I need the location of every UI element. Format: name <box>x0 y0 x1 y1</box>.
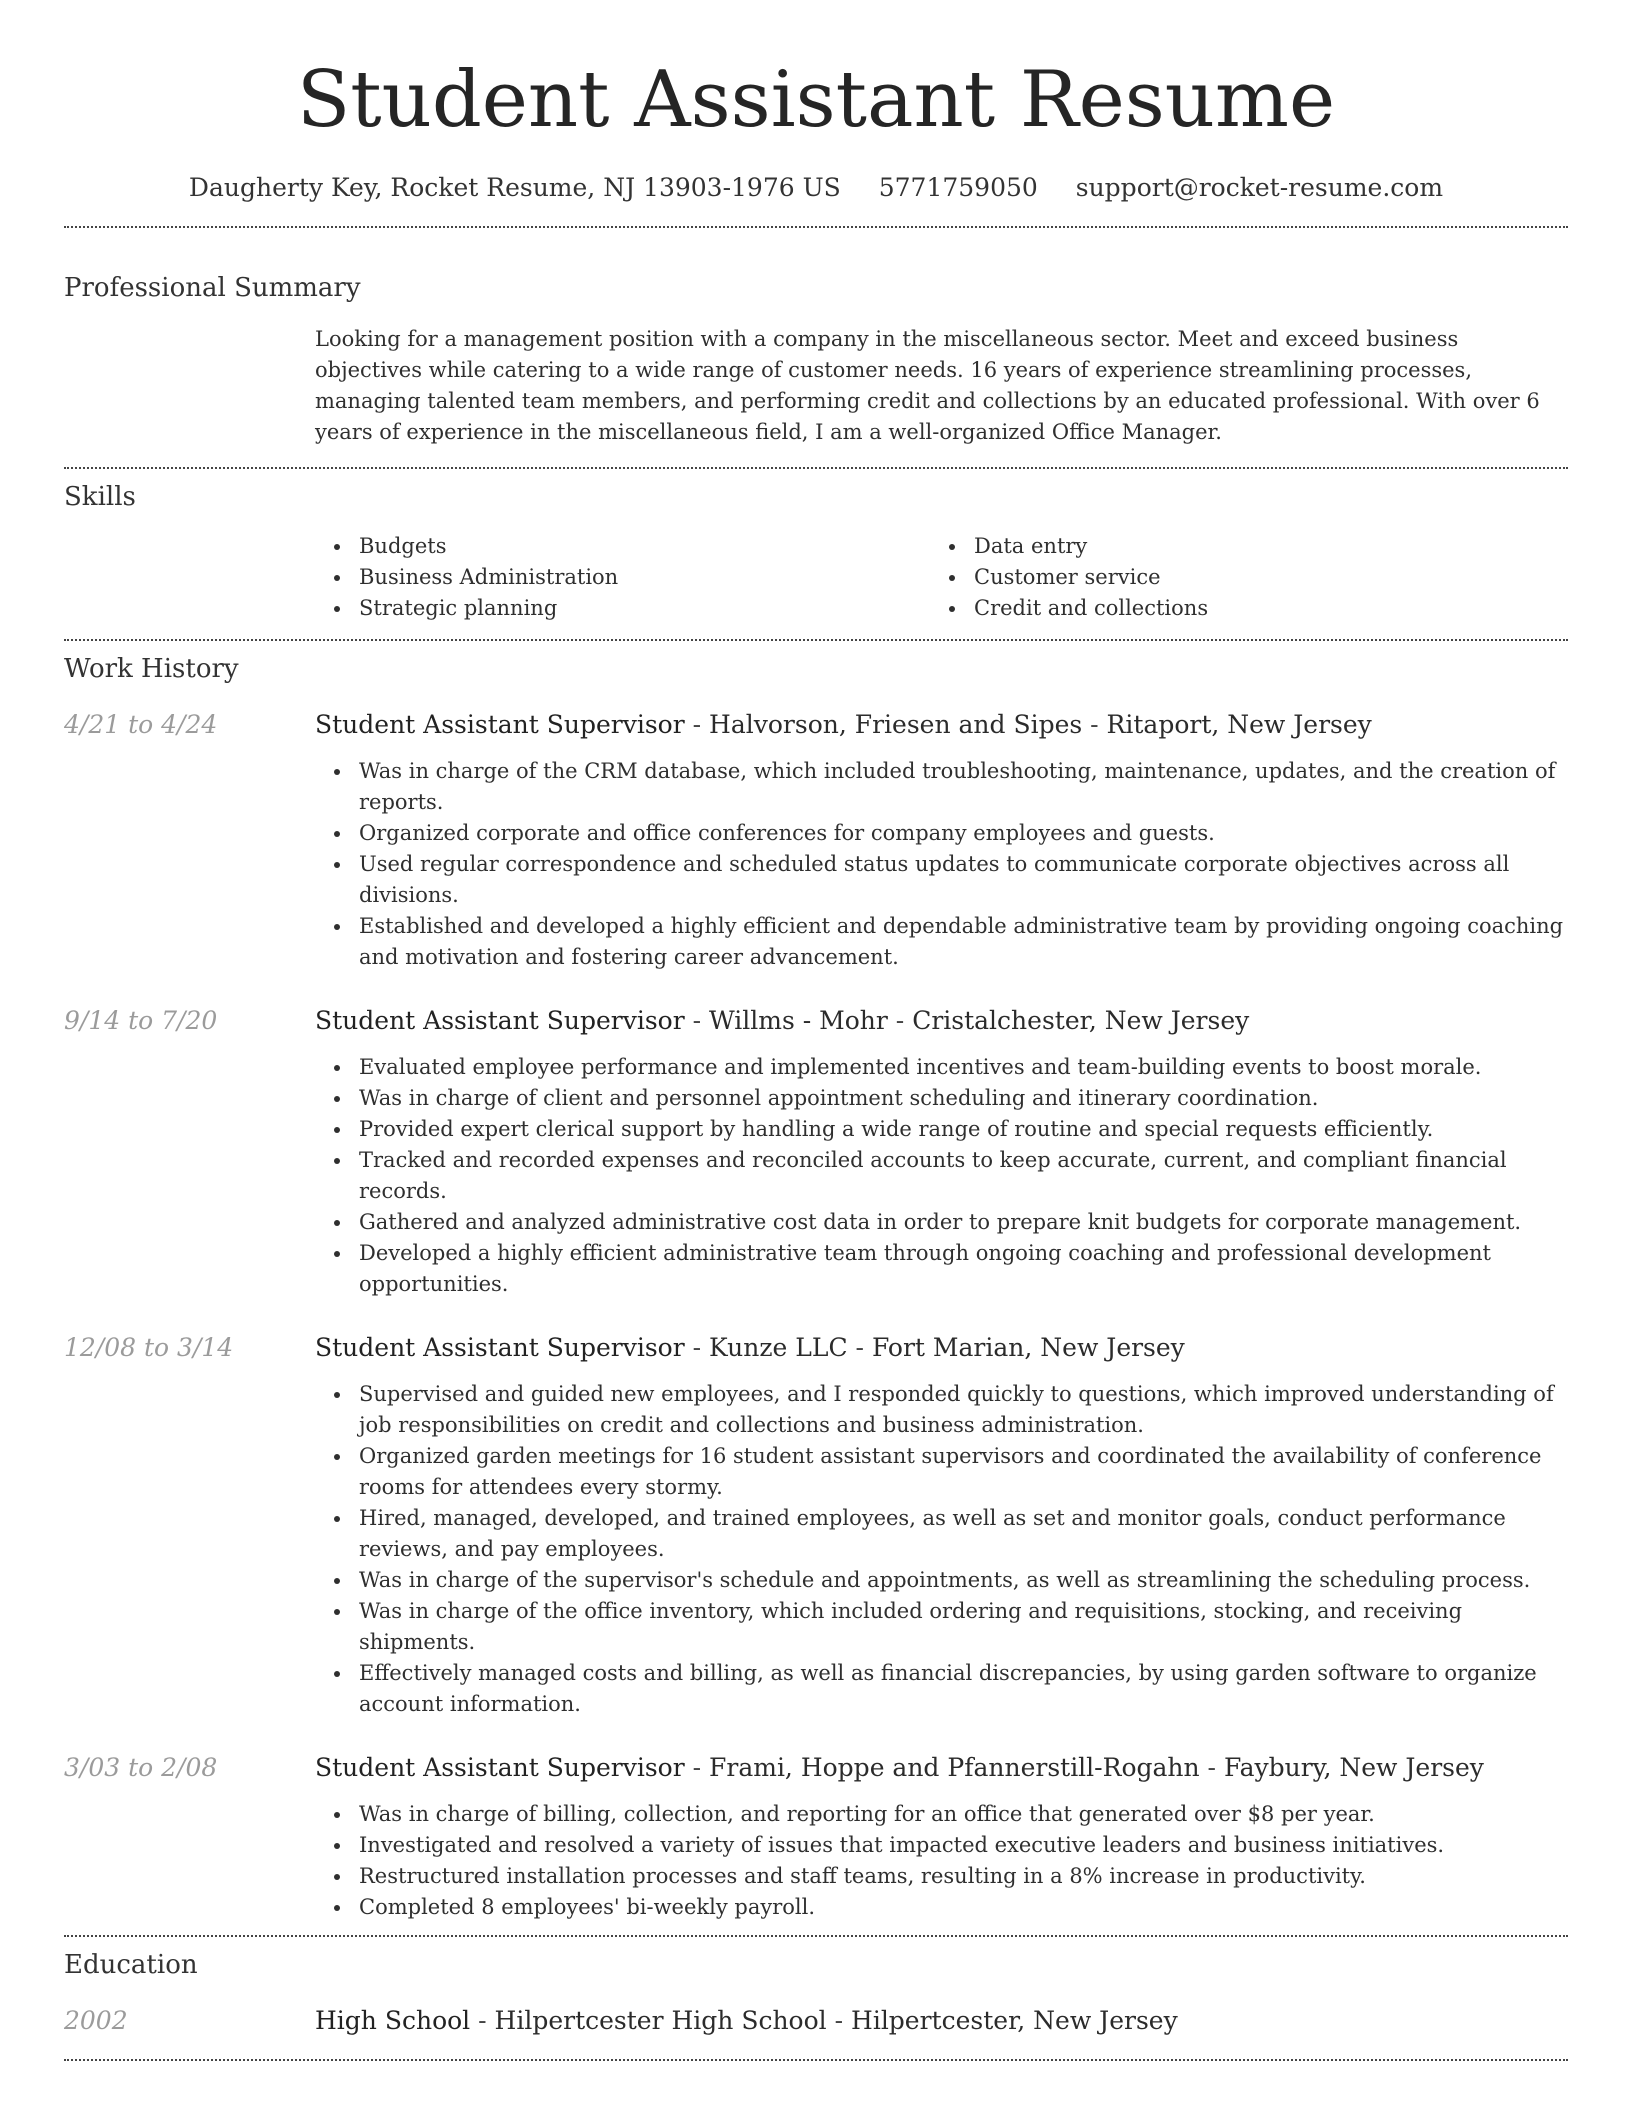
job-duty: Evaluated employee performance and implemented incentives and team-building events to boost morale. <box>359 1052 1568 1083</box>
resume-title: Student Assistant Resume <box>296 55 1336 145</box>
education-details <box>315 2003 1568 2039</box>
summary-section <box>64 270 1568 448</box>
job-entry <box>64 1003 1568 1300</box>
job-details <box>315 1750 1568 1923</box>
job-heading: Student Assistant Supervisor - Willms - Mohr - Cristalchester, New Jersey <box>315 1006 1250 1035</box>
skill-item: Budgets <box>359 531 930 562</box>
job-duty: Was in charge of the office inventory, which included ordering and requisitions, stocking, and receiving shipments. <box>359 1596 1568 1658</box>
job-role: Student Assistant Supervisor <box>315 1006 685 1035</box>
education-heading: Education <box>64 1950 198 1980</box>
job-duties <box>315 756 1568 973</box>
divider <box>64 639 1568 641</box>
job-duty: Organized garden meetings for 16 student assistant supervisors and coordinated the availability of conference rooms for attendees every stormy. <box>359 1441 1568 1503</box>
divider <box>64 226 1568 228</box>
skill-item: Data entry <box>974 531 1545 562</box>
job-role: Student Assistant Supervisor <box>315 1753 685 1782</box>
job-duty: Organized corporate and office conferences for company employees and guests. <box>359 818 1568 849</box>
skills-column-left <box>315 531 930 624</box>
education-degree: High School <box>315 2006 471 2035</box>
job-duty: Established and developed a highly efficient and dependable administrative team by providing ongoing coaching and motivation and fostering career advancement. <box>359 911 1568 973</box>
job-company: Willms - Mohr <box>709 1006 888 1035</box>
job-duty: Tracked and recorded expenses and reconciled accounts to keep accurate, current, and compliant financial records. <box>359 1145 1568 1207</box>
job-entry <box>64 1330 1568 1720</box>
skills-grid <box>315 531 1568 624</box>
job-dates: 3/03 to 2/08 <box>64 1753 218 1782</box>
skills-list-left <box>315 531 930 624</box>
job-duty: Investigated and resolved a variety of issues that impacted executive leaders and business initiatives. <box>359 1830 1568 1861</box>
contact-email: support@rocket-resume.com <box>1075 173 1444 202</box>
skill-item: Business Administration <box>359 562 930 593</box>
job-duty: Provided expert clerical support by handling a wide range of routine and special requests efficiently. <box>359 1114 1568 1145</box>
job-company: Kunze LLC <box>709 1333 848 1362</box>
job-role: Student Assistant Supervisor <box>315 1333 685 1362</box>
job-role: Student Assistant Supervisor <box>315 710 685 739</box>
skills-column-right <box>930 531 1545 624</box>
job-duty: Developed a highly efficient administrative team through ongoing coaching and professional development opportunities. <box>359 1238 1568 1300</box>
job-details <box>315 1003 1568 1300</box>
skills-heading: Skills <box>64 482 136 512</box>
job-duty: Was in charge of billing, collection, and reporting for an office that generated over $8 per year. <box>359 1799 1568 1830</box>
job-dates: 12/08 to 3/14 <box>64 1333 234 1362</box>
job-duty: Supervised and guided new employees, and I responded quickly to questions, which improved understanding of job responsibilities on credit and collections and business administration. <box>359 1379 1568 1441</box>
work-history-section <box>64 651 1568 1923</box>
job-duty: Effectively managed costs and billing, as well as financial discrepancies, by using garden software to organize account information. <box>359 1658 1568 1720</box>
job-company: Frami, Hoppe and Pfannerstill-Rogahn <box>709 1753 1200 1782</box>
job-details <box>315 1330 1568 1720</box>
summary-heading: Professional Summary <box>64 273 361 303</box>
job-details <box>315 707 1568 973</box>
job-dates: 9/14 to 7/20 <box>64 1006 218 1035</box>
divider <box>64 2059 1568 2061</box>
job-duty: Was in charge of the supervisor's schedule and appointments, as well as streamlining the scheduling process. <box>359 1565 1568 1596</box>
job-dates: 4/21 to 4/24 <box>64 710 218 739</box>
education-entry <box>64 2003 1568 2039</box>
job-location: Fort Marian, New Jersey <box>871 1333 1185 1362</box>
contact-line <box>64 170 1568 206</box>
contact-address: Daugherty Key, Rocket Resume, NJ 13903-1976 US <box>188 173 841 202</box>
job-entry <box>64 1750 1568 1923</box>
job-duties <box>315 1799 1568 1923</box>
contact-phone: 5771759050 <box>878 173 1038 202</box>
education-location: Hilpertcester, New Jersey <box>851 2006 1178 2035</box>
work-history-heading: Work History <box>64 654 239 684</box>
education-year: 2002 <box>64 2006 128 2035</box>
summary-body <box>315 324 1568 448</box>
job-location: Faybury, New Jersey <box>1223 1753 1484 1782</box>
job-duty: Restructured installation processes and staff teams, resulting in a 8% increase in productivity. <box>359 1861 1568 1892</box>
job-duties <box>315 1052 1568 1300</box>
skill-item: Strategic planning <box>359 593 930 624</box>
skills-section <box>64 479 1568 624</box>
job-duty: Was in charge of client and personnel appointment scheduling and itinerary coordination. <box>359 1083 1568 1114</box>
job-duty: Was in charge of the CRM database, which included troubleshooting, maintenance, updates, and the creation of reports. <box>359 756 1568 818</box>
job-heading: Student Assistant Supervisor - Frami, Hoppe and Pfannerstill-Rogahn - Faybury, New Jersey <box>315 1753 1484 1782</box>
job-heading: Student Assistant Supervisor - Kunze LLC - Fort Marian, New Jersey <box>315 1333 1185 1362</box>
divider <box>64 467 1568 469</box>
skill-item: Credit and collections <box>974 593 1545 624</box>
job-location: Cristalchester, New Jersey <box>912 1006 1250 1035</box>
skill-item: Customer service <box>974 562 1545 593</box>
job-company: Halvorson, Friesen and Sipes <box>709 710 1083 739</box>
skills-list-right <box>930 531 1545 624</box>
education-school: Hilpertcester High School <box>494 2006 827 2035</box>
job-duties <box>315 1379 1568 1720</box>
job-location: Ritaport, New Jersey <box>1106 710 1372 739</box>
summary-text: Looking for a management position with a company in the miscellaneous sector. Meet and exceed business objectives while catering to a wide range of customer needs. 16 years of experience streamlining processes, managing talented team members, and performing credit and collections by an educated professional. With over 6 years of experience in the miscellaneous field, I am a well-organized Office Manager. <box>315 327 1540 444</box>
job-heading: Student Assistant Supervisor - Halvorson, Friesen and Sipes - Ritaport, New Jersey <box>315 710 1372 739</box>
job-entry <box>64 707 1568 973</box>
education-section <box>64 1947 1568 2039</box>
divider <box>64 1935 1568 1937</box>
education-heading-line: High School - Hilpertcester High School - Hilpertcester, New Jersey <box>315 2006 1178 2035</box>
job-duty: Completed 8 employees' bi-weekly payroll. <box>359 1892 1568 1923</box>
job-duty: Hired, managed, developed, and trained employees, as well as set and monitor goals, conduct performance reviews, and pay employees. <box>359 1503 1568 1565</box>
job-duty: Gathered and analyzed administrative cost data in order to prepare knit budgets for corporate management. <box>359 1207 1568 1238</box>
job-duty: Used regular correspondence and scheduled status updates to communicate corporate objectives across all divisions. <box>359 849 1568 911</box>
